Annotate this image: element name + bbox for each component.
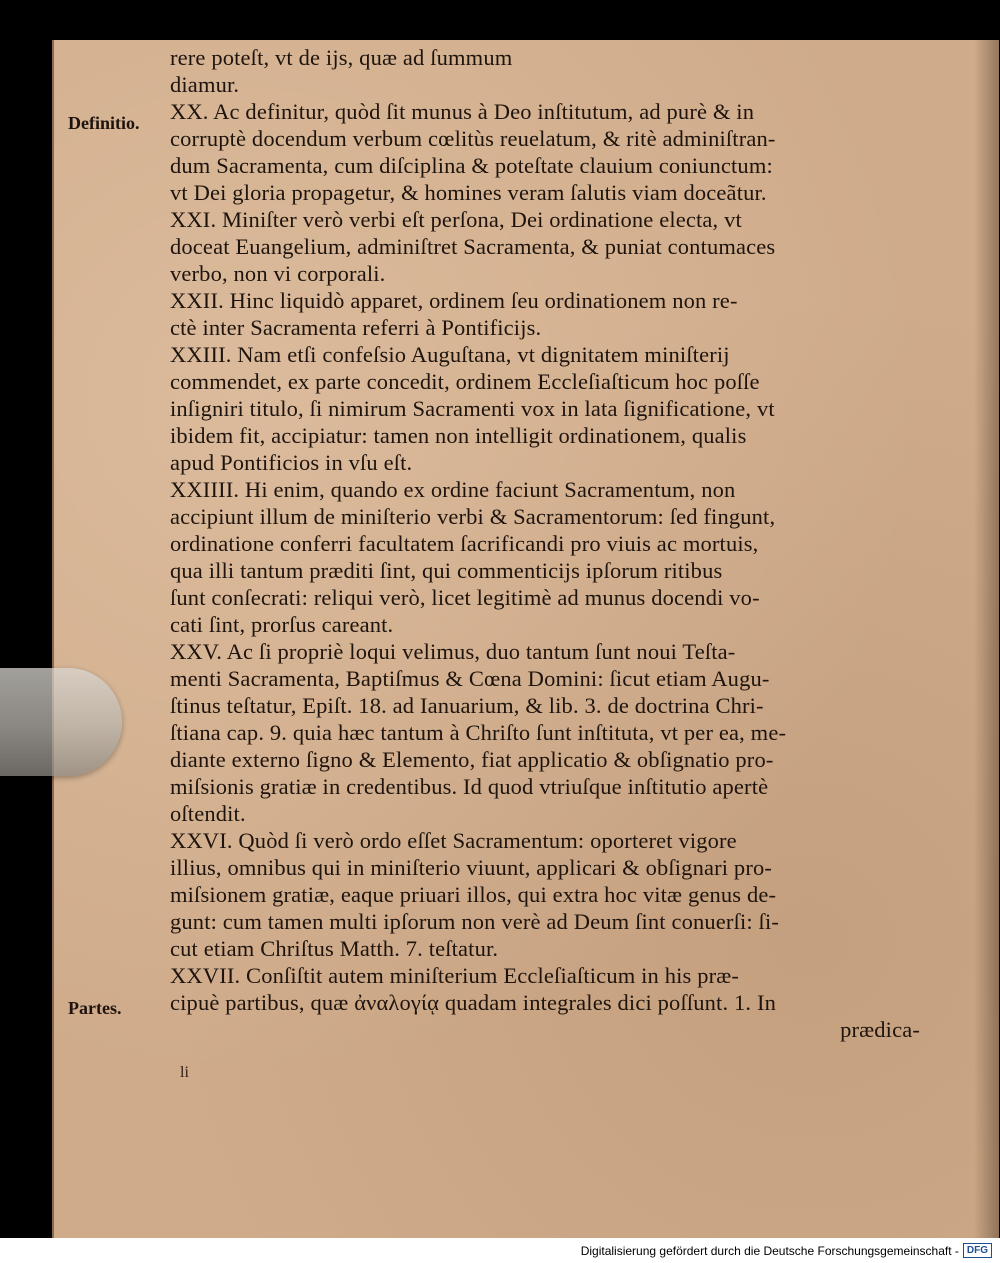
margin-note-partes: Partes. xyxy=(68,998,122,1018)
catchword: prædica- xyxy=(840,1017,920,1042)
text-line: apud Pontificios in vſu eſt. xyxy=(170,450,413,475)
footer-text: Digitalisierung gefördert durch die Deutsche Forschungsgemeinschaft - xyxy=(580,1243,959,1258)
text-line: ſtiana cap. 9. quia hæc tantum à Chriſto ſunt inſtituta, vt per ea, me- xyxy=(170,720,787,745)
text-line: XXIII. Nam etſi confeſsio Auguſtana, vt dignitatem miniſterij xyxy=(170,342,730,367)
dfg-logo-icon: DFG xyxy=(963,1243,992,1258)
text-line: ſunt conſecrati: reliqui verò, licet legitimè ad munus docendi vo- xyxy=(170,585,760,610)
text-line: vt Dei gloria propagetur, & homines veram ſalutis viam doceãtur. xyxy=(170,180,767,205)
text-line: accipiunt illum de miniſterio verbi & Sacramentorum: ſed fingunt, xyxy=(170,504,776,529)
text-line: inſigniri titulo, ſi nimirum Sacramenti vox in lata ſignificatione, vt xyxy=(170,396,775,421)
text-line: XXI. Miniſter verò verbi eſt perſona, Dei ordinatione electa, vt xyxy=(170,207,742,232)
margin-note-definitio: Definitio. xyxy=(68,113,140,133)
text-line: ibidem fit, accipiatur: tamen non intelligit ordinationem, qualis xyxy=(170,423,747,448)
signature-mark: li xyxy=(180,1064,189,1081)
text-line: miſsionis gratiæ in credentibus. Id quod vtriuſque inſtitutio apertè xyxy=(170,774,769,799)
digitization-footer xyxy=(0,1238,1000,1263)
text-line: doceat Euangelium, adminiſtret Sacramenta, & puniat contumaces xyxy=(170,234,776,259)
text-line: XXII. Hinc liquidò apparet, ordinem ſeu ordinationem non re- xyxy=(170,288,738,313)
page-edge-shadow xyxy=(974,40,1000,1238)
text-line: XXIIII. Hi enim, quando ex ordine faciunt Sacramentum, non xyxy=(170,477,736,502)
text-line: cati ſint, prorſus careant. xyxy=(170,612,394,637)
text-line: gunt: cum tamen multi ipſorum non verè ad Deum ſint conuerſi: ſi- xyxy=(170,909,779,934)
body-text xyxy=(170,44,920,1043)
text-line: diamur. xyxy=(170,72,240,97)
text-line: diante externo ſigno & Elemento, fiat applicatio & obſignatio pro- xyxy=(170,747,774,772)
text-line: ordinatione conferri facultatem ſacrificandi pro viuis ac mortuis, xyxy=(170,531,759,556)
text-line: cut etiam Chriſtus Matth. 7. teſtatur. xyxy=(170,936,499,961)
text-line: XXV. Ac ſi propriè loqui velimus, duo tantum ſunt noui Teſta- xyxy=(170,639,736,664)
text-line: corruptè docendum verbum cœlitùs reuelatum, & ritè adminiſtran- xyxy=(170,126,776,151)
text-line: oſtendit. xyxy=(170,801,246,826)
binder-clip xyxy=(0,668,122,776)
text-line: ſtinus teſtatur, Epiſt. 18. ad Ianuarium, & lib. 3. de doctrina Chri- xyxy=(170,693,764,718)
text-line: verbo, non vi corporali. xyxy=(170,261,386,286)
text-line: illius, omnibus qui in miniſterio viuunt, applicari & obſignari pro- xyxy=(170,855,773,880)
text-line: miſsionem gratiæ, eaque priuari illos, qui extra hoc vitæ genus de- xyxy=(170,882,777,907)
text-line: rere poteſt, vt de ijs, quæ ad ſummum xyxy=(170,45,513,70)
text-line: cipuè partibus, quæ ἀναλογίᾳ quadam integrales dici poſſunt. 1. In xyxy=(170,990,776,1015)
text-line: XX. Ac definitur, quòd ſit munus à Deo inſtitutum, ad purè & in xyxy=(170,99,755,124)
text-line: menti Sacramenta, Baptiſmus & Cœna Domini: ſicut etiam Augu- xyxy=(170,666,770,691)
text-line: dum Sacramenta, cum diſciplina & poteſtate clauium coniunctum: xyxy=(170,153,773,178)
text-line: XXVII. Conſiſtit autem miniſterium Eccleſiaſticum in his præ- xyxy=(170,963,740,988)
text-line: ctè inter Sacramenta referri à Pontificijs. xyxy=(170,315,542,340)
text-line: XXVI. Quòd ſi verò ordo eſſet Sacramentum: oporteret vigore xyxy=(170,828,737,853)
text-line: qua illi tantum præditi ſint, qui commenticijs ipſorum ritibus xyxy=(170,558,723,583)
text-line: commendet, ex parte concedit, ordinem Eccleſiaſticum hoc poſſe xyxy=(170,369,760,394)
